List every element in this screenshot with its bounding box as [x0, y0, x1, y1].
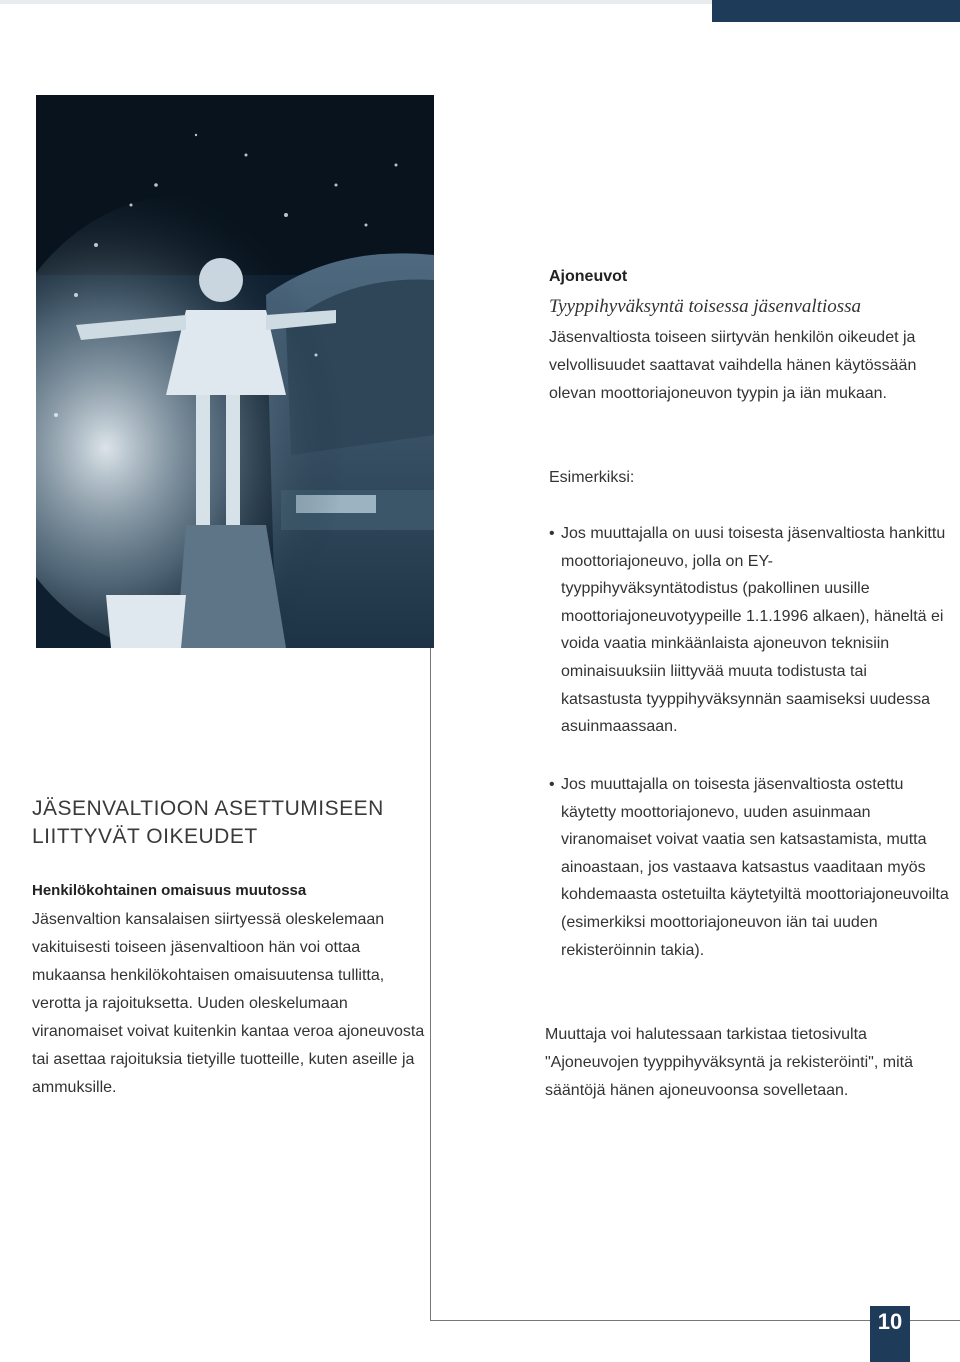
- bottom-rule: [430, 1320, 870, 1321]
- page-number: 10: [870, 1306, 910, 1362]
- top-edge: [0, 0, 712, 4]
- bullet-item-used-vehicle: [549, 771, 949, 964]
- bullet-item-new-vehicle: [549, 520, 949, 741]
- intro-paragraph: Jäsenvaltiosta toiseen siirtyvän henkilön oikeudet ja velvollisuudet saattavat vaihdella hänen käytössään olevan moottoriajoneuvon tyypin ja iän mukaan.: [549, 329, 917, 402]
- photo-illustration: [36, 95, 434, 648]
- body-personal-property: Jäsenvaltion kansalaisen siirtyessä oleskelemaan vakituisesti toiseen jäsenvaltioon hän voi ottaa mukaansa henkilökohtaisen omaisuutensa tullitta, verotta ja rajoituksetta. Uuden oleskelumaan viranomaiset voivat kuitenkin kantaa veroa ajoneuvosta tai asettaa rajoituksia tietyille tuotteille, kuten aseille ja ammuksille.: [32, 911, 425, 1096]
- car-wash-photo: [36, 95, 434, 648]
- bullet-text: Jos muuttajalla on toisesta jäsenvaltiosta ostettu käytetty moottoriajonevo, uuden asuinmaan viranomaiset voivat vaatia sen katsastamista, mutta ainoastaan, jos vastaava katsastus vaaditaan myös kohdemaasta ostetuilta käytetyiltä moottoriajoneuvoilta (esimerkiksi moottoriajoneuvon iän tai uuden rekisteröinnin takia).: [561, 776, 949, 959]
- heading-establishment-rights: JÄSENVALTIOON ASETTUMISEEN LIITTYVÄT OIKEUDET: [32, 797, 384, 848]
- subheading-personal-property: Henkilökohtainen omaisuus muutossa: [32, 882, 307, 899]
- bullet-dot: •: [549, 776, 555, 793]
- example-label: Esimerkiksi:: [549, 469, 635, 486]
- bottom-rule-right: [910, 1320, 960, 1321]
- vertical-divider: [430, 648, 431, 1320]
- bullet-dot: •: [549, 525, 555, 542]
- note-paragraph: Muuttaja voi halutessaan tarkistaa tietosivulta "Ajoneuvojen tyyppihyväksyntä ja rekisteröinti", mitä sääntöjä hänen ajoneuvoonsa sovelletaan.: [545, 1026, 913, 1099]
- subhead-type-approval: Tyyppihyväksyntä toisessa jäsenvaltiossa: [549, 296, 862, 317]
- bullet-text: Jos muuttajalla on uusi toisesta jäsenvaltiosta hankittu moottoriajoneuvo, jolla on EY-tyyppihyväksyntätodistus (pakollinen uusille moottoriajoneuvotyypeille 1.1.1996 alkaen), häneltä ei voida vaatia minkäänlaista ajoneuvon teknisiin ominaisuuksiin liittyvää muuta todistusta tai katsastusta tyyppihyväksynnän saamiseksi uudessa asuinmaassaan.: [561, 525, 946, 736]
- section-label-vehicles: Ajoneuvot: [549, 268, 628, 285]
- top-accent-bar: [712, 0, 960, 22]
